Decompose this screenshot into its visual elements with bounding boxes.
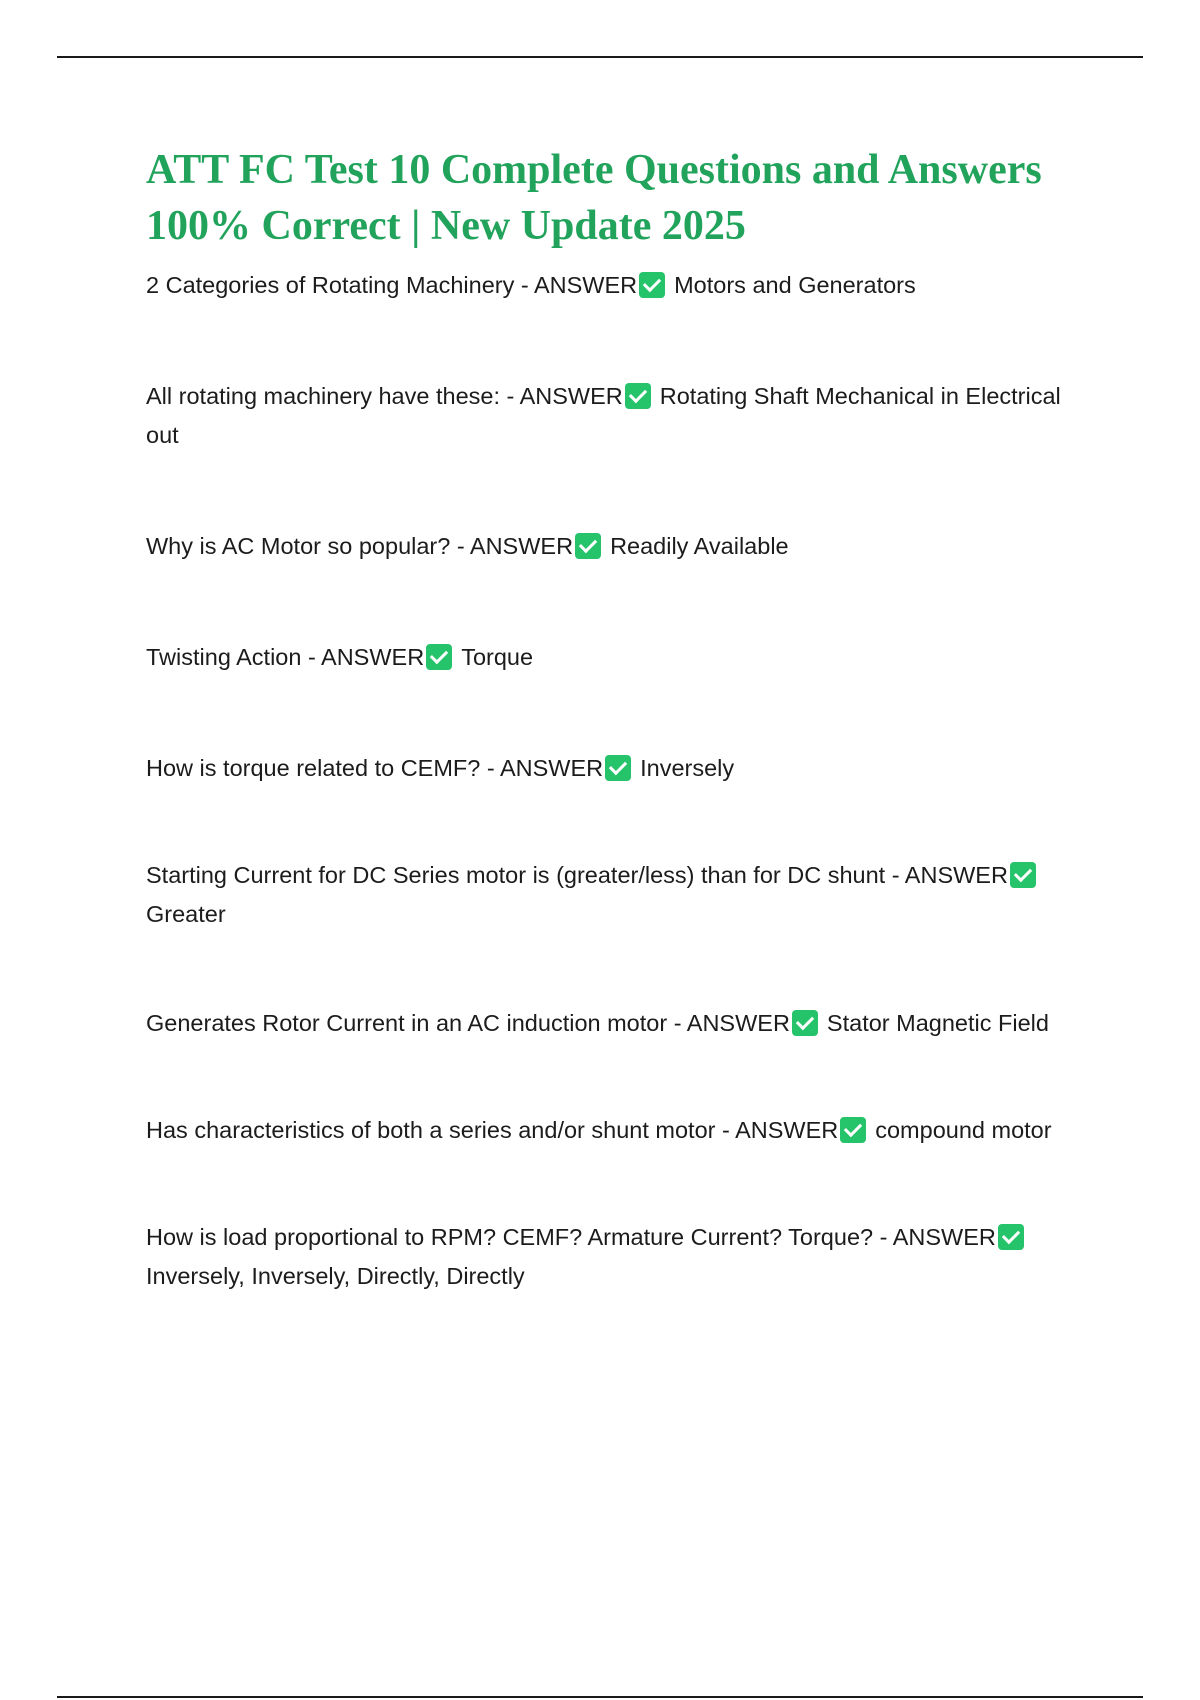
answer-text: compound motor (875, 1117, 1052, 1143)
check-icon (575, 533, 601, 559)
check-icon (605, 755, 631, 781)
answer-marker: ANSWER (735, 1117, 839, 1143)
answer-text: Readily Available (610, 533, 789, 559)
check-icon (426, 644, 452, 670)
check-icon (840, 1117, 866, 1143)
qa-item (146, 527, 1086, 566)
question-text: All rotating machinery have these: - (146, 383, 520, 409)
bottom-rule (57, 1696, 1143, 1698)
answer-marker: ANSWER (533, 272, 638, 298)
answer-marker: ANSWER (892, 1224, 996, 1250)
qa-item (146, 856, 1086, 934)
answer-text: Inversely, Inversely, Directly, Directly (146, 1263, 525, 1289)
answer-marker: ANSWER (321, 644, 425, 670)
answer-text: Inversely (640, 755, 735, 781)
question-text: Why is AC Motor so popular? - (146, 533, 470, 559)
check-icon (625, 383, 651, 409)
answer-text: Motors and Generators (674, 272, 916, 298)
question-text: Has characteristics of both a series and/or shunt motor - (146, 1117, 736, 1143)
answer-marker: ANSWER (519, 383, 623, 409)
answer-marker: ANSWER (499, 755, 604, 781)
question-text: Generates Rotor Current in an AC induction motor - (146, 1010, 687, 1036)
answer-text: Rotating Shaft Mechanical in Electrical out (146, 383, 1061, 448)
qa-item (146, 638, 1086, 677)
check-icon (1010, 862, 1036, 888)
question-text: Starting Current for DC Series motor is (greater/less) than for DC shunt - (146, 862, 905, 888)
document-body (146, 142, 1086, 1296)
answer-marker: ANSWER (904, 862, 1008, 888)
check-icon (792, 1010, 818, 1036)
qa-item (146, 749, 1086, 788)
question-text: Twisting Action - (146, 644, 322, 670)
qa-item (146, 1218, 1086, 1296)
top-rule (57, 56, 1143, 58)
qa-list (146, 266, 1086, 1296)
qa-item (146, 377, 1086, 455)
qa-item (146, 1004, 1086, 1043)
answer-text: Torque (461, 644, 534, 670)
question-text: 2 Categories of Rotating Machinery - (146, 272, 534, 298)
answer-text: Stator Magnetic Field (826, 1010, 1049, 1036)
answer-marker: ANSWER (686, 1010, 790, 1036)
qa-item (146, 1111, 1086, 1150)
question-text: How is torque related to CEMF? - (146, 755, 500, 781)
check-icon (639, 272, 665, 298)
qa-item (146, 266, 1086, 305)
answer-marker: ANSWER (469, 533, 574, 559)
question-text: How is load proportional to RPM? CEMF? Armature Current? Torque? - (146, 1224, 893, 1250)
document-title: ATT FC Test 10 Complete Questions and Answers 100% Correct | New Update 2025 (146, 147, 1042, 249)
answer-text: Greater (146, 901, 226, 927)
check-icon (998, 1224, 1024, 1250)
